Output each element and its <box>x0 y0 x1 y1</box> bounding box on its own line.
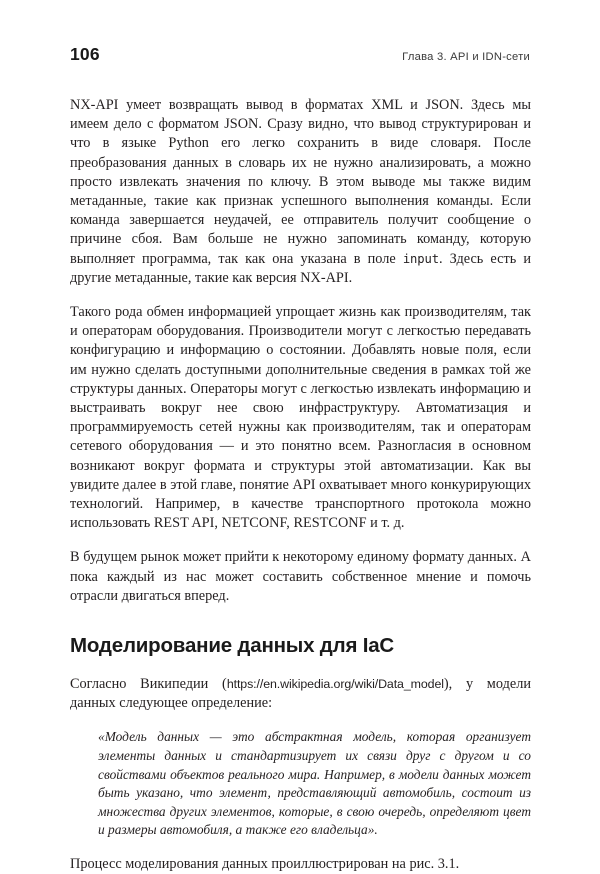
inline-code-input: input <box>402 251 440 266</box>
running-head <box>70 44 530 65</box>
text-column <box>70 96 531 874</box>
page-number: 106 <box>70 44 100 64</box>
paragraph-information-exchange: Такого рода обмен информацией упрощает жизнь как производителям, так и операторам оборудования. Производители могут с легкостью передавать конфигурацию и информацию о состоянии. Добавлять новые поля, если им нужно сделать доступными дополнительные сведения в рамках той же структуры данных. Операторы могут с легкостью извлекать информацию и выстраивать вокруг нее свою инфраструктуру. Автоматизация и программируемость сетей нужны как производителям, так и операторам сетевого оборудования — и это понятно всем. Разногласия в основном возникают вокруг формата и структуры этой автоматизации. Как вы увидите далее в этой главе, понятие API охватывает много конкурирующих технологий. Например, в качестве транспортного протокола можно использовать REST API, NETCONF, RESTCONF и т. д. <box>70 304 531 532</box>
paragraph-nxapi-formats <box>70 96 531 288</box>
intro-text-segment: Согласно Википедии ( <box>70 676 227 693</box>
paragraph-text-segment: NX-API умеет возвращать вывод в форматах XML и JSON. Здесь мы имеем дело с форматом JSON. Сразу видно, что вывод структурирован и что в языке Python его легко сохранить в виде словаря. После преобразования данных в словарь их не нужно анализировать, а можно просто извлекать значения по ключу. В этом выводе мы также видим метаданные, такие как признак успешного выполнения команды. Если команда завершается неудачей, ее отправитель получит сообщение о причине сбоя. Вам больше не нужно запоминать команду, которую выполняет программа, так как она указана в поле <box>70 97 531 267</box>
blockquote-data-model-definition: «Модель данных — это абстрактная модель, которая организует элементы данных и стандартизирует их связи друг с другом и со свойствами объектов реального мира. Например, в модели данных может быть указано, что элемент, представляющий автомобиль, состоит из множества других элементов, которые, в свою очередь, определяют цвет и размеры автомобиля, а также его владельца». <box>98 729 531 838</box>
chapter-label: Глава 3. API и IDN-сети <box>402 51 530 63</box>
paragraph-wikipedia-intro <box>70 675 531 713</box>
paragraph-future-market: В будущем рынок может прийти к некоторому единому формату данных. А пока каждый из нас может составить собственное мнение и помочь отрасли двигаться вперед. <box>70 549 531 604</box>
paragraph-text-segment: . Здесь есть и другие метаданные, такие как версия NX-API. <box>70 250 531 286</box>
section-heading-data-modeling: Моделирование данных для IaC <box>70 634 395 658</box>
paragraph-figure-reference: Процесс моделирования данных проиллюстрирован на рис. 3.1. <box>70 856 460 873</box>
wikipedia-url: https://en.wikipedia.org/wiki/Data_model <box>226 677 444 692</box>
intro-text-segment: ), у модели данных следующее определение: <box>70 676 531 712</box>
